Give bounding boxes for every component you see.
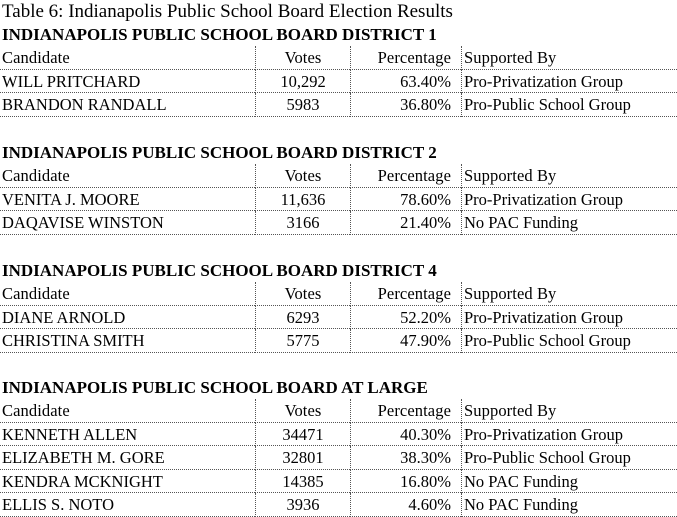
votes-value: 11,636 xyxy=(255,188,350,212)
section-district-1 xyxy=(0,24,677,117)
header-candidate: Candidate xyxy=(0,282,255,306)
candidate-name: BRANDON RANDALL xyxy=(0,93,255,117)
candidate-name: KENDRA MCKNIGHT xyxy=(0,470,255,494)
candidate-name: DIANE ARNOLD xyxy=(0,306,255,330)
votes-value: 3936 xyxy=(255,493,350,517)
supported-by-value: Pro-Public School Group xyxy=(461,329,677,353)
votes-value: 32801 xyxy=(255,446,350,470)
percentage-value: 40.30% xyxy=(350,423,461,447)
percentage-value: 52.20% xyxy=(350,306,461,330)
header-supported-by: Supported By xyxy=(461,164,677,188)
section-heading: INDIANAPOLIS PUBLIC SCHOOL BOARD DISTRICT 4 xyxy=(2,261,437,280)
header-percentage: Percentage xyxy=(350,164,461,188)
table-row xyxy=(0,446,677,470)
supported-by-value: Pro-Privatization Group xyxy=(461,306,677,330)
header-votes: Votes xyxy=(255,46,350,70)
table-row xyxy=(0,93,677,117)
supported-by-value: Pro-Public School Group xyxy=(461,446,677,470)
header-candidate: Candidate xyxy=(0,46,255,70)
percentage-value: 47.90% xyxy=(350,329,461,353)
section-district-4 xyxy=(0,260,677,353)
supported-by-value: No PAC Funding xyxy=(461,493,677,517)
table-row xyxy=(0,329,677,353)
votes-value: 14385 xyxy=(255,470,350,494)
header-percentage: Percentage xyxy=(350,282,461,306)
supported-by-value: Pro-Privatization Group xyxy=(461,423,677,447)
table-row xyxy=(0,493,677,517)
table-title: Table 6: Indianapolis Public School Board Election Results xyxy=(2,1,453,22)
header-votes: Votes xyxy=(255,399,350,423)
column-header-row xyxy=(0,282,677,306)
table-row xyxy=(0,470,677,494)
percentage-value: 4.60% xyxy=(350,493,461,517)
section-heading: INDIANAPOLIS PUBLIC SCHOOL BOARD AT LARGE xyxy=(2,378,428,397)
table-row xyxy=(0,211,677,235)
percentage-value: 78.60% xyxy=(350,188,461,212)
percentage-value: 63.40% xyxy=(350,70,461,94)
column-header-row xyxy=(0,399,677,423)
table-row xyxy=(0,306,677,330)
section-heading: INDIANAPOLIS PUBLIC SCHOOL BOARD DISTRICT 1 xyxy=(2,25,437,44)
section-at-large xyxy=(0,377,677,517)
candidate-name: WILL PRITCHARD xyxy=(0,70,255,94)
column-header-row xyxy=(0,164,677,188)
supported-by-value: Pro-Privatization Group xyxy=(461,70,677,94)
supported-by-value: Pro-Privatization Group xyxy=(461,188,677,212)
percentage-value: 38.30% xyxy=(350,446,461,470)
percentage-value: 36.80% xyxy=(350,93,461,117)
supported-by-value: Pro-Public School Group xyxy=(461,93,677,117)
candidate-name: DAQAVISE WINSTON xyxy=(0,211,255,235)
candidate-name: KENNETH ALLEN xyxy=(0,423,255,447)
header-supported-by: Supported By xyxy=(461,399,677,423)
header-votes: Votes xyxy=(255,164,350,188)
header-percentage: Percentage xyxy=(350,46,461,70)
candidate-name: ELLIS S. NOTO xyxy=(0,493,255,517)
table-row xyxy=(0,188,677,212)
header-percentage: Percentage xyxy=(350,399,461,423)
table-row xyxy=(0,70,677,94)
votes-value: 34471 xyxy=(255,423,350,447)
supported-by-value: No PAC Funding xyxy=(461,211,677,235)
candidate-name: ELIZABETH M. GORE xyxy=(0,446,255,470)
header-supported-by: Supported By xyxy=(461,46,677,70)
section-district-2 xyxy=(0,142,677,235)
header-candidate: Candidate xyxy=(0,399,255,423)
votes-value: 5983 xyxy=(255,93,350,117)
percentage-value: 21.40% xyxy=(350,211,461,235)
header-candidate: Candidate xyxy=(0,164,255,188)
supported-by-value: No PAC Funding xyxy=(461,470,677,494)
votes-value: 5775 xyxy=(255,329,350,353)
candidate-name: CHRISTINA SMITH xyxy=(0,329,255,353)
votes-value: 6293 xyxy=(255,306,350,330)
header-supported-by: Supported By xyxy=(461,282,677,306)
table-row xyxy=(0,423,677,447)
section-heading: INDIANAPOLIS PUBLIC SCHOOL BOARD DISTRICT 2 xyxy=(2,143,437,162)
header-votes: Votes xyxy=(255,282,350,306)
column-header-row xyxy=(0,46,677,70)
votes-value: 3166 xyxy=(255,211,350,235)
votes-value: 10,292 xyxy=(255,70,350,94)
percentage-value: 16.80% xyxy=(350,470,461,494)
candidate-name: VENITA J. MOORE xyxy=(0,188,255,212)
